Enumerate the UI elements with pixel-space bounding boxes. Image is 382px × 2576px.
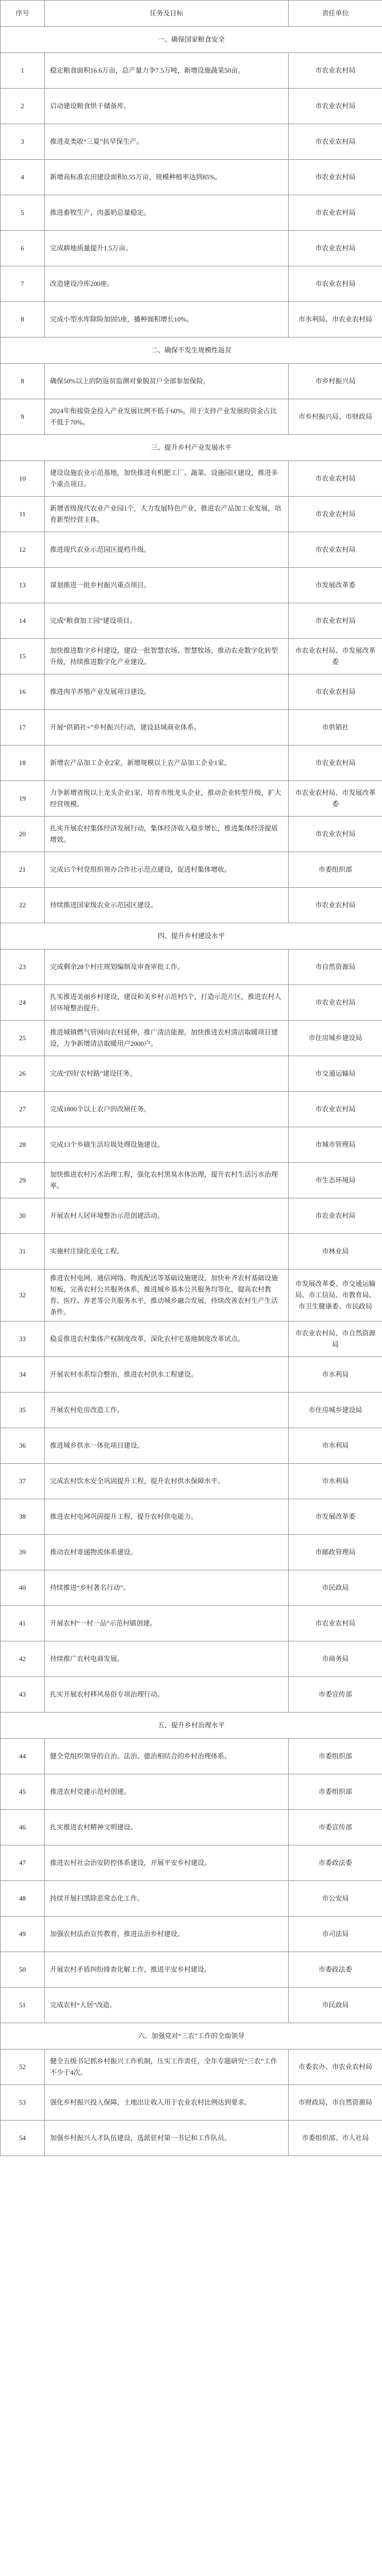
row-task: 完成农村饮水安全巩固提升工程，提升农村供水保障水平。 [45,1464,289,1499]
table-row [1,302,382,337]
row-unit: 市农业农村局 [289,124,382,160]
row-number: 25 [1,1021,45,1056]
row-task: 确保50%以上的防返贫监测对象脱贫户全部参加保险。 [45,364,289,399]
section-row [1,923,382,950]
row-unit: 市发展改革委 [289,568,382,603]
row-task: 谋划推进一批乡村振兴重点项目。 [45,568,289,603]
table-row [1,950,382,985]
row-task: 完成“四好农村路”建设任务。 [45,1056,289,1092]
table-row [1,888,382,923]
row-task: 开展农村矛盾纠纷排查化解工作，推进平安乡村建设。 [45,1952,289,1988]
row-number: 8 [1,302,45,337]
table-row [1,1321,382,1357]
row-unit: 市农业农村局 [289,817,382,852]
row-task: 持续推进国家级农业示范园区建设。 [45,888,289,923]
table-row [1,124,382,160]
row-unit: 市乡村振兴局、市财政局 [289,399,382,435]
table-row [1,710,382,745]
row-task: 推动农村寄递物流体系建设。 [45,1535,289,1570]
row-number: 17 [1,710,45,745]
row-unit: 市委组织部 [289,1774,382,1810]
row-unit: 市农业农村局 [289,985,382,1021]
table-row [1,817,382,852]
row-number: 21 [1,852,45,888]
row-task: 加强农村法治宣传教育，推进法治乡村建设。 [45,1917,289,1952]
section-title: 五、提升乡村治理水平 [1,1713,382,1739]
row-number: 49 [1,1917,45,1952]
table-row [1,852,382,888]
table-row [1,639,382,674]
row-task: 持续开展扫黑除恶常态化工作。 [45,1881,289,1917]
table-row [1,497,382,532]
table-body [1,27,382,2156]
table-row [1,1163,382,1198]
row-number: 47 [1,1845,45,1881]
table-row [1,1357,382,1393]
table-row [1,399,382,435]
row-number: 38 [1,1499,45,1535]
row-number: 30 [1,1198,45,1234]
header-row [1,1,382,27]
row-task: 完成小型水库除险加固5座，播种面积增长10%。 [45,302,289,337]
row-task: 新增省级现代农业产业园1个，大力发展特色产业，推进农产品加工业发展，培育新型经营主体。 [45,497,289,532]
row-number: 45 [1,1774,45,1810]
row-task: 新增农产品加工企业2家，新增规模以上农产品加工企业1家。 [45,745,289,781]
row-unit: 市民政局 [289,1570,382,1606]
row-unit: 市农业农村局 [289,461,382,497]
row-task: 推进农村党建示范村创建。 [45,1774,289,1810]
table-row [1,1739,382,1774]
header-seq: 序号 [1,1,45,27]
row-unit: 市民政局 [289,1988,382,2023]
row-task: 推进现代农业示范园区提档升级。 [45,532,289,568]
row-unit: 市财政局、市自然资源局 [289,2085,382,2121]
row-unit: 市农业农村局 [289,674,382,710]
row-task: 新增高标准农田建设面积0.55万亩，规模种植率达到85%。 [45,160,289,195]
row-unit: 市委政法委 [289,1845,382,1881]
section-row [1,2023,382,2049]
row-number: 39 [1,1535,45,1570]
section-title: 四、提升乡村建设水平 [1,923,382,950]
row-unit: 市农业农村局、市发展改革委 [289,781,382,817]
row-number: 26 [1,1056,45,1092]
table-row [1,674,382,710]
row-number: 8 [1,364,45,399]
row-number: 1 [1,53,45,89]
row-task: 完成“粮食加工园”建设项目。 [45,603,289,639]
row-task: 开展农村人居环境整治示范创建活动。 [45,1198,289,1234]
table-row [1,266,382,302]
table-row [1,160,382,195]
row-unit: 市商务局 [289,1641,382,1677]
row-number: 18 [1,745,45,781]
row-number: 53 [1,2085,45,2121]
row-unit: 市水利局 [289,1428,382,1464]
row-task: 推进城乡供水一体化项目建设。 [45,1428,289,1464]
row-number: 27 [1,1092,45,1127]
table-row [1,1677,382,1713]
row-number: 41 [1,1606,45,1641]
row-unit: 市农业农村局 [289,888,382,923]
row-task: 改造建设冷库200座。 [45,266,289,302]
row-task: 健全党组织领导的自治、法治、德治相结合的乡村治理体系。 [45,1739,289,1774]
row-number: 16 [1,674,45,710]
table-row [1,603,382,639]
row-task: 稳妥推进农村集体产权制度改革，深化农村宅基地制度改革试点。 [45,1321,289,1357]
row-number: 28 [1,1127,45,1163]
row-unit: 市发展改革委、市交通运输局、市工信局、市教育局、市卫生健康委、市民政局 [289,1269,382,1321]
row-number: 4 [1,160,45,195]
row-number: 24 [1,985,45,1021]
row-unit: 市乡村振兴局 [289,364,382,399]
row-task: 稳定粮食面积16.6万亩，总产量力争7.5万吨，新增设施蔬菜50亩。 [45,53,289,89]
row-unit: 市委宣传部 [289,1677,382,1713]
row-unit: 市农业农村局 [289,89,382,124]
row-task: 推进农村电网巩固提升工程，提升农村供电能力。 [45,1499,289,1535]
row-task: 推进肉羊养殖产业发展项目建设。 [45,674,289,710]
row-task: 完成15个村党组织领办合作社示范点建设，促进村集体增收。 [45,852,289,888]
row-task: 推进畜牧生产，肉蛋奶总量稳定。 [45,195,289,231]
row-unit: 市农业农村局 [289,603,382,639]
row-number: 35 [1,1393,45,1428]
table-row [1,2049,382,2085]
table-row [1,1917,382,1952]
row-unit: 市司法局 [289,1917,382,1952]
row-task: 实施村庄绿化美化工程。 [45,1234,289,1269]
row-unit: 市邮政管理局 [289,1535,382,1570]
table-row [1,1234,382,1269]
table-row [1,364,382,399]
header-unit: 责任单位 [289,1,382,27]
table-row [1,1056,382,1092]
table-row [1,745,382,781]
row-task: 扎实开展农村移风易俗专项治理行动。 [45,1677,289,1713]
table-row [1,231,382,266]
row-unit: 市委组织部 [289,1739,382,1774]
row-task: 扎实推进农村精神文明建设。 [45,1810,289,1845]
row-number: 11 [1,497,45,532]
row-unit: 市供销社 [289,710,382,745]
table-row [1,985,382,1021]
row-unit: 市农业农村局 [289,1606,382,1641]
table-row [1,1535,382,1570]
row-task: 扎实推进美丽乡村建设，建设和美乡村示范村5个，打造示范片区，推进农村人居环境整治提升。 [45,985,289,1021]
row-number: 52 [1,2049,45,2085]
row-unit: 市委农办、市农业农村局 [289,2049,382,2085]
row-task: 开展农村“一村一品”示范村镇创建。 [45,1606,289,1641]
row-unit: 市委组织部、市人社局 [289,2121,382,2156]
row-task: 建设设施农业示范基地，加快推进有机肥工厂、蔬菜、设施园区建设，推进多个重点项目。 [45,461,289,497]
row-task: 推进城镇燃气管网向农村延伸，推广清洁能源，加快推进农村清洁取暖项目建设，力争新增清洁取暖用户2000户。 [45,1021,289,1056]
table-row [1,89,382,124]
table-row [1,1810,382,1845]
row-number: 37 [1,1464,45,1499]
row-number: 42 [1,1641,45,1677]
row-number: 10 [1,461,45,497]
row-task: 推进农村电网、通信网络、物流配送等基础设施建设，加快补齐农村基础设施短板，完善农村公共服务体系，推进城乡基本公共服务均等化，提高农村教育、医疗、养老等公共服务水平，推动城乡融合发展，持续改善农村生产生活条件。 [45,1269,289,1321]
row-unit: 市水利局、市农业农村局 [289,302,382,337]
row-number: 20 [1,817,45,852]
section-row [1,27,382,53]
row-task: 持续推进“乡村著名行动”。 [45,1570,289,1606]
row-number: 34 [1,1357,45,1393]
row-task: 启动建设粮食烘干储备库。 [45,89,289,124]
row-number: 54 [1,2121,45,2156]
row-task: 开展“供销社+”乡村振兴行动，建设县域商业体系。 [45,710,289,745]
row-number: 9 [1,399,45,435]
row-unit: 市农业农村局 [289,532,382,568]
row-task: 加快推进农村污水治理工程，强化农村黑臭水体治理，提升农村生活污水治理率。 [45,1163,289,1198]
row-number: 6 [1,231,45,266]
row-task: 推进麦类收“三夏”抗旱保生产。 [45,124,289,160]
row-unit: 市农业农村局 [289,195,382,231]
table-row [1,1845,382,1881]
row-task: 加强乡村振兴人才队伍建设，选派驻村第一书记和工作队员。 [45,2121,289,2156]
table-row [1,2121,382,2156]
row-unit: 市水利局 [289,1357,382,1393]
section-title: 二、确保不发生规模性返贫 [1,337,382,364]
table-row [1,1606,382,1641]
table-row [1,568,382,603]
row-unit: 市公安局 [289,1881,382,1917]
row-task: 推进农村社会治安防控体系建设，开展平安乡村建设。 [45,1845,289,1881]
row-task: 开展农村水系综合整治，推进农村供水工程建设。 [45,1357,289,1393]
table-row [1,1198,382,1234]
table-row [1,1127,382,1163]
row-number: 5 [1,195,45,231]
row-task: 开展农村危房改造工作。 [45,1393,289,1428]
table-row [1,1021,382,1056]
table-row [1,1988,382,2023]
table-row [1,195,382,231]
row-number: 44 [1,1739,45,1774]
row-unit: 市发展改革委 [289,1499,382,1535]
row-unit: 市住房城乡建设局 [289,1021,382,1056]
table-row [1,1092,382,1127]
row-task: 强化乡村振兴投入保障，土地出让收入用于农业农村比例达到要求。 [45,2085,289,2121]
row-task: 力争新增省级以上龙头企业1家，培育市级龙头企业，推动企业转型升级，扩大经营规模。 [45,781,289,817]
row-task: 完成耕地质量提升1.5万亩。 [45,231,289,266]
row-number: 3 [1,124,45,160]
row-unit: 市水利局 [289,1464,382,1499]
section-row [1,1713,382,1739]
row-number: 2 [1,89,45,124]
row-task: 完成农村“人居”改造。 [45,1988,289,2023]
table-row [1,1570,382,1606]
row-number: 31 [1,1234,45,1269]
row-task: 加快推进数字乡村建设，建设一批智慧农场、智慧牧场，推动农业数字化转型升级，持续推进数字化产业建设。 [45,639,289,674]
row-number: 14 [1,603,45,639]
row-unit: 市林业局 [289,1234,382,1269]
row-unit: 市农业农村局 [289,266,382,302]
row-unit: 市农业农村局 [289,160,382,195]
row-number: 48 [1,1881,45,1917]
row-unit: 市农业农村局、市发展改革委 [289,639,382,674]
section-title: 六、加强党对“三农”工作的全面领导 [1,2023,382,2049]
section-row [1,337,382,364]
row-unit: 市农业农村局 [289,1092,382,1127]
section-row [1,435,382,461]
row-number: 13 [1,568,45,603]
row-unit: 市交通运输局 [289,1056,382,1092]
row-number: 46 [1,1810,45,1845]
row-number: 29 [1,1163,45,1198]
row-unit: 市住房城乡建设局 [289,1393,382,1428]
row-unit: 市农业农村局 [289,231,382,266]
row-unit: 市农业农村局 [289,53,382,89]
row-unit: 市委组织部 [289,852,382,888]
table-row [1,53,382,89]
table-row [1,1393,382,1428]
table-row [1,532,382,568]
row-task: 完成13个乡镇生活垃圾处理设施建设。 [45,1127,289,1163]
table-row [1,1269,382,1321]
row-unit: 市自然资源局 [289,950,382,985]
table-row [1,1499,382,1535]
row-unit: 市城市管理局 [289,1127,382,1163]
table-row [1,1881,382,1917]
row-number: 32 [1,1269,45,1321]
row-number: 7 [1,266,45,302]
table-row [1,1464,382,1499]
table-row [1,1428,382,1464]
row-number: 33 [1,1321,45,1357]
row-number: 19 [1,781,45,817]
table-row [1,1641,382,1677]
row-number: 50 [1,1952,45,1988]
row-number: 51 [1,1988,45,2023]
row-unit: 市生态环境局 [289,1163,382,1198]
row-number: 23 [1,950,45,985]
table-row [1,2085,382,2121]
row-task: 完成1800个以上农户的改厕任务。 [45,1092,289,1127]
row-task: 完成剩余28个村庄规划编制及审查审批工作。 [45,950,289,985]
row-number: 15 [1,639,45,674]
row-number: 12 [1,532,45,568]
section-title: 三、提升乡村产业发展水平 [1,435,382,461]
row-unit: 市农业农村局、市自然资源局 [289,1321,382,1357]
table-row [1,1952,382,1988]
row-number: 22 [1,888,45,923]
table-row [1,1774,382,1810]
section-title: 一、确保国家粮食安全 [1,27,382,53]
row-task: 2024年衔接资金投入产业发展比例不低于60%，用于支持产业发展的资金占比不低于70%。 [45,399,289,435]
row-number: 36 [1,1428,45,1464]
row-unit: 市农业农村局 [289,1198,382,1234]
table-row [1,781,382,817]
row-unit: 市委宣传部 [289,1810,382,1845]
row-task: 扎实开展农村集体经济发展行动，集体经济收入稳步增长，推进集体经济提质增效。 [45,817,289,852]
row-number: 43 [1,1677,45,1713]
row-unit: 市委政法委 [289,1952,382,1988]
row-unit: 市农业农村局 [289,497,382,532]
table-row [1,461,382,497]
row-task: 持续推广农村电商发展。 [45,1641,289,1677]
header-task: 任务及目标 [45,1,289,27]
row-unit: 市农业农村局 [289,745,382,781]
row-number: 40 [1,1570,45,1606]
row-task: 健全五级书记抓乡村振兴工作机制，压实工作责任，全年专题研究“三农”工作不少于4次。 [45,2049,289,2085]
